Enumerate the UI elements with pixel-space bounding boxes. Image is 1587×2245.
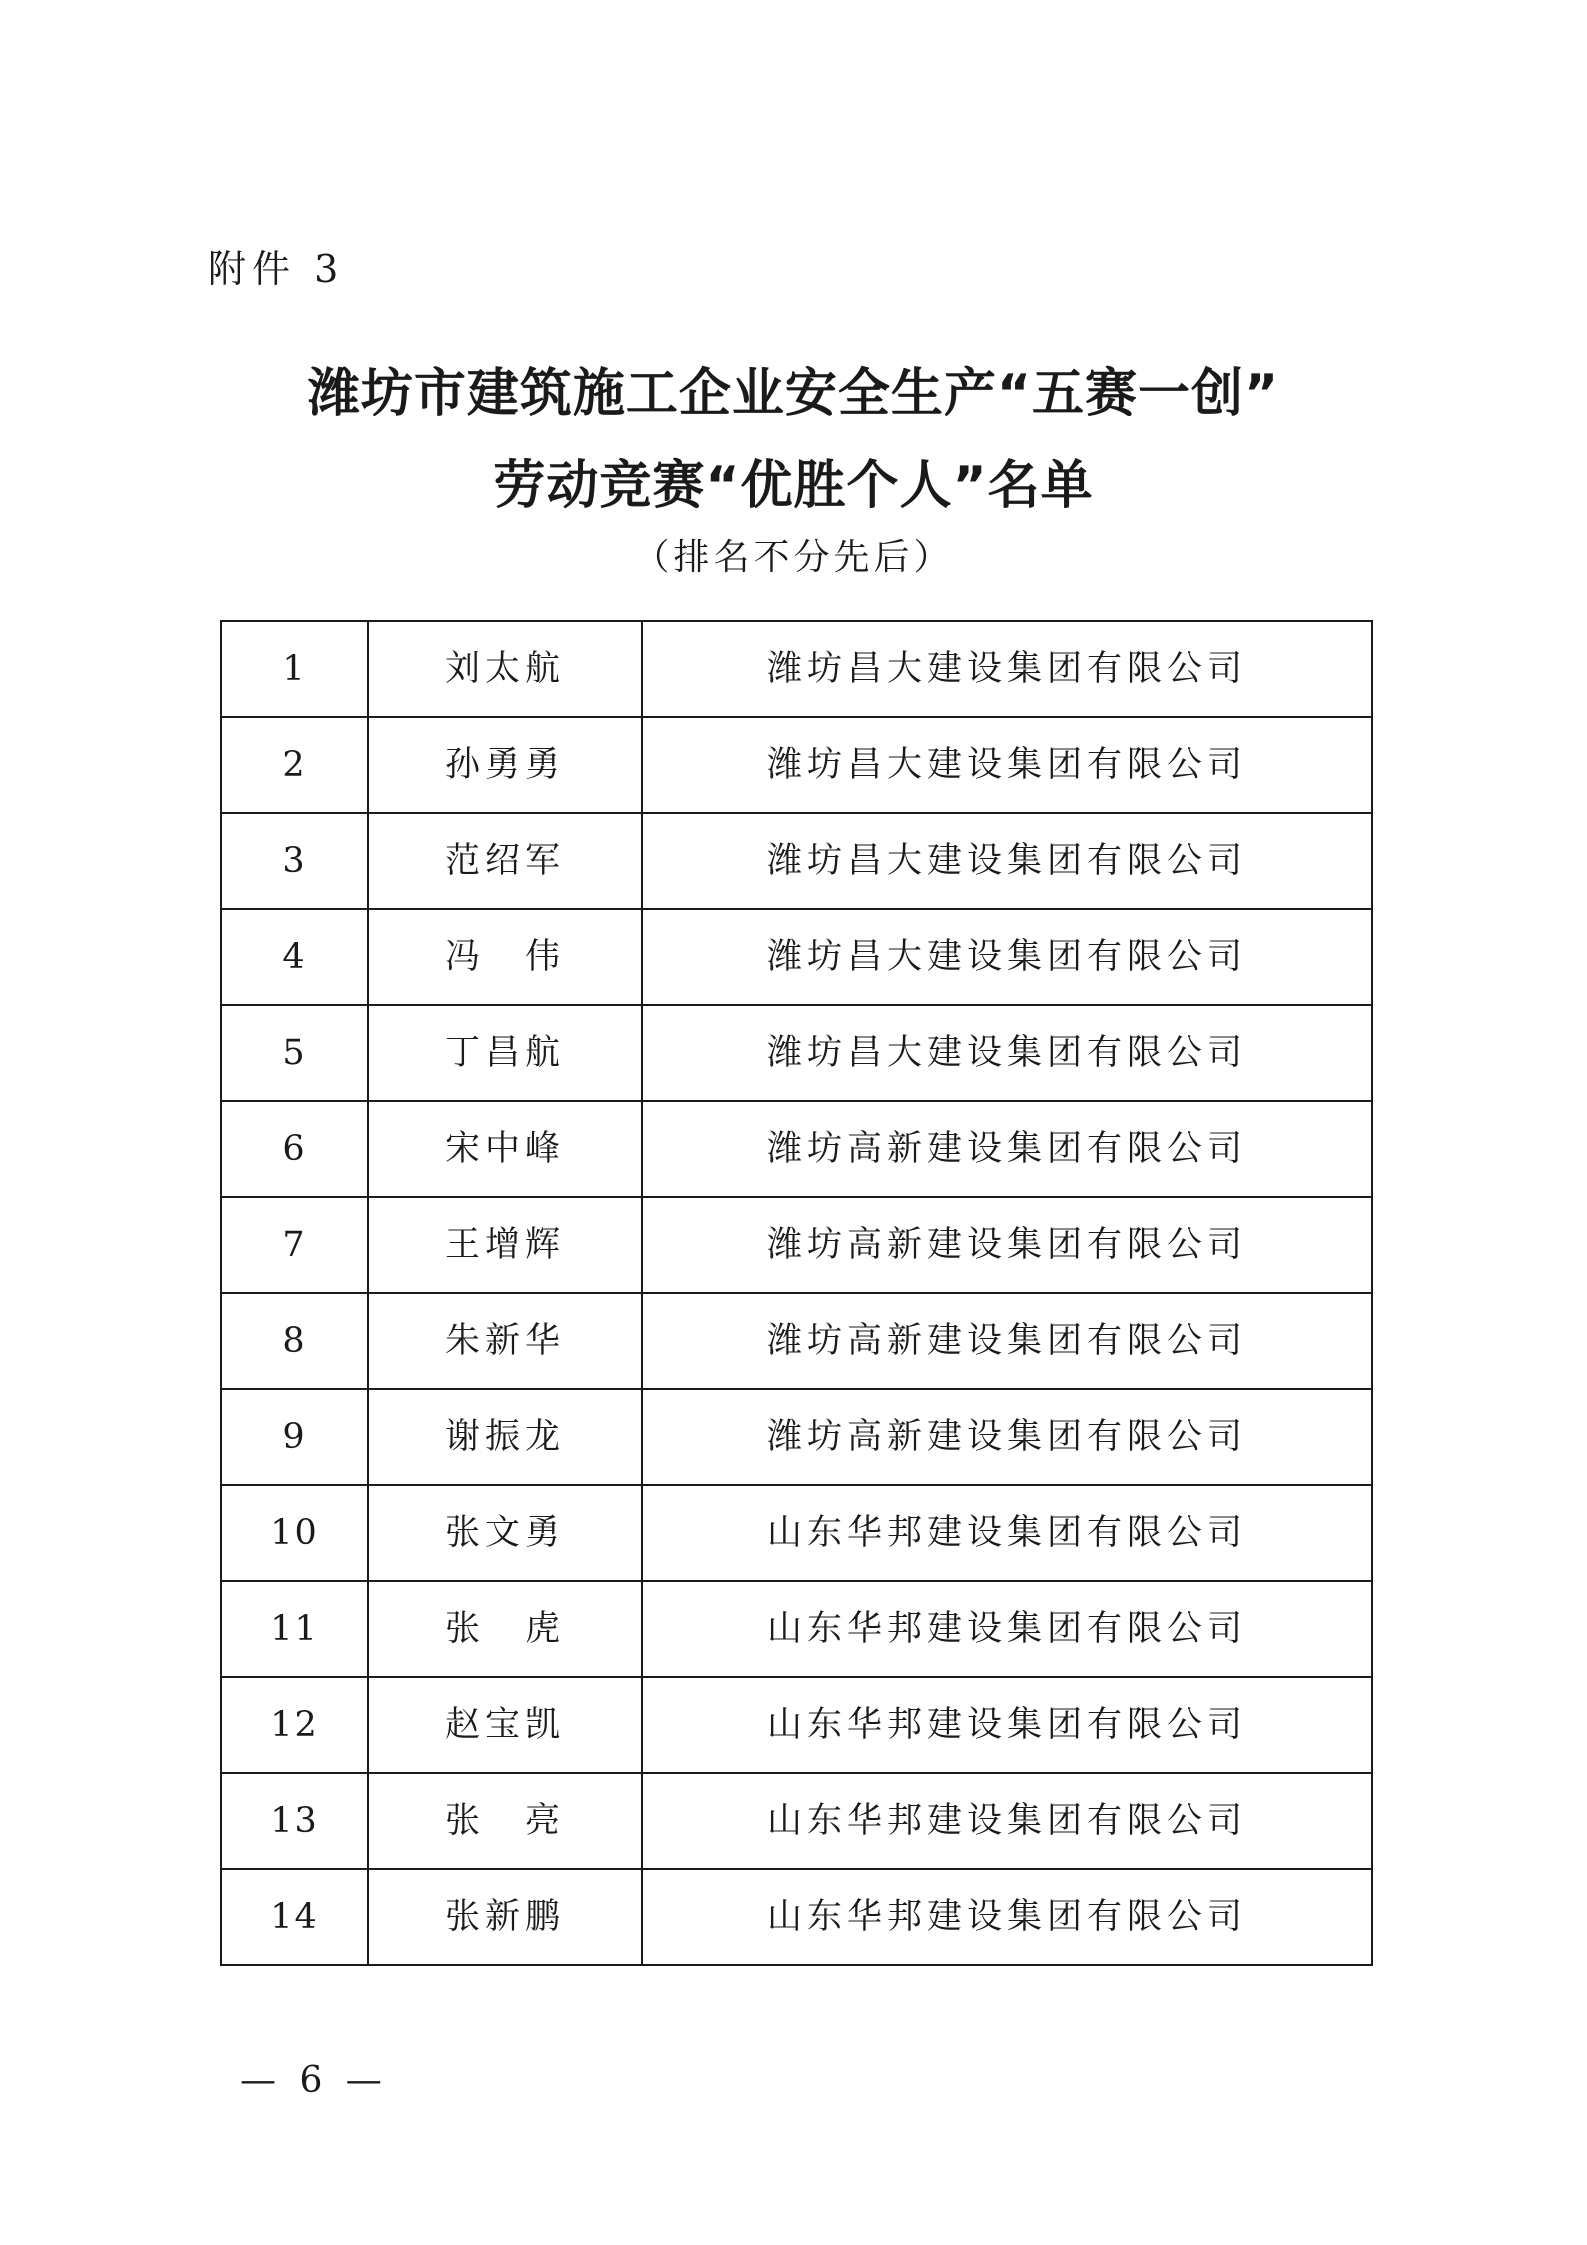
company-name: 潍坊高新建设集团有限公司 — [642, 1101, 1372, 1197]
document-title-line-2: 劳动竞赛“优胜个人”名单 — [493, 456, 1094, 516]
person-name: 朱新华 — [368, 1293, 642, 1389]
person-name: 孙勇勇 — [368, 717, 642, 813]
company-name: 山东华邦建设集团有限公司 — [642, 1773, 1372, 1869]
row-number: 10 — [221, 1485, 368, 1581]
company-name: 山东华邦建设集团有限公司 — [642, 1677, 1372, 1773]
person-name: 张新鹏 — [368, 1869, 642, 1965]
person-name: 宋中峰 — [368, 1101, 642, 1197]
table-row — [221, 1485, 1372, 1581]
person-name: 范绍军 — [368, 813, 642, 909]
row-number: 9 — [221, 1389, 368, 1485]
person-name: 冯 伟 — [368, 909, 642, 1005]
table-row — [221, 1197, 1372, 1293]
document-subtitle: （排名不分先后） — [633, 537, 954, 578]
person-name: 张 亮 — [368, 1773, 642, 1869]
row-number: 11 — [221, 1581, 368, 1677]
row-number: 2 — [221, 717, 368, 813]
row-number: 3 — [221, 813, 368, 909]
table-row — [221, 1773, 1372, 1869]
company-name: 潍坊昌大建设集团有限公司 — [642, 621, 1372, 717]
person-name: 张文勇 — [368, 1485, 642, 1581]
winners-table — [220, 620, 1373, 1966]
row-number: 13 — [221, 1773, 368, 1869]
table-row — [221, 1389, 1372, 1485]
company-name: 潍坊昌大建设集团有限公司 — [642, 909, 1372, 1005]
row-number: 8 — [221, 1293, 368, 1389]
row-number: 7 — [221, 1197, 368, 1293]
table-row — [221, 813, 1372, 909]
company-name: 潍坊昌大建设集团有限公司 — [642, 1005, 1372, 1101]
table-row — [221, 909, 1372, 1005]
company-name: 潍坊高新建设集团有限公司 — [642, 1389, 1372, 1485]
row-number: 14 — [221, 1869, 368, 1965]
company-name: 山东华邦建设集团有限公司 — [642, 1485, 1372, 1581]
document-title-line-1: 潍坊市建筑施工企业安全生产“五赛一创” — [307, 364, 1280, 424]
person-name: 刘太航 — [368, 621, 642, 717]
person-name: 张 虎 — [368, 1581, 642, 1677]
row-number: 6 — [221, 1101, 368, 1197]
company-name: 山东华邦建设集团有限公司 — [642, 1869, 1372, 1965]
company-name: 潍坊昌大建设集团有限公司 — [642, 717, 1372, 813]
attachment-label: 附件 3 — [208, 247, 345, 291]
table-row — [221, 1101, 1372, 1197]
row-number: 12 — [221, 1677, 368, 1773]
winners-table-body — [221, 621, 1372, 1965]
person-name: 丁昌航 — [368, 1005, 642, 1101]
table-row — [221, 717, 1372, 813]
person-name: 王增辉 — [368, 1197, 642, 1293]
person-name: 谢振龙 — [368, 1389, 642, 1485]
table-row — [221, 1293, 1372, 1389]
row-number: 1 — [221, 621, 368, 717]
table-row — [221, 621, 1372, 717]
page-number: — 6 — — [240, 2060, 388, 2101]
table-row — [221, 1005, 1372, 1101]
company-name: 山东华邦建设集团有限公司 — [642, 1581, 1372, 1677]
company-name: 潍坊昌大建设集团有限公司 — [642, 813, 1372, 909]
table-row — [221, 1581, 1372, 1677]
row-number: 4 — [221, 909, 368, 1005]
company-name: 潍坊高新建设集团有限公司 — [642, 1197, 1372, 1293]
table-row — [221, 1677, 1372, 1773]
company-name: 潍坊高新建设集团有限公司 — [642, 1293, 1372, 1389]
table-row — [221, 1869, 1372, 1965]
person-name: 赵宝凯 — [368, 1677, 642, 1773]
row-number: 5 — [221, 1005, 368, 1101]
